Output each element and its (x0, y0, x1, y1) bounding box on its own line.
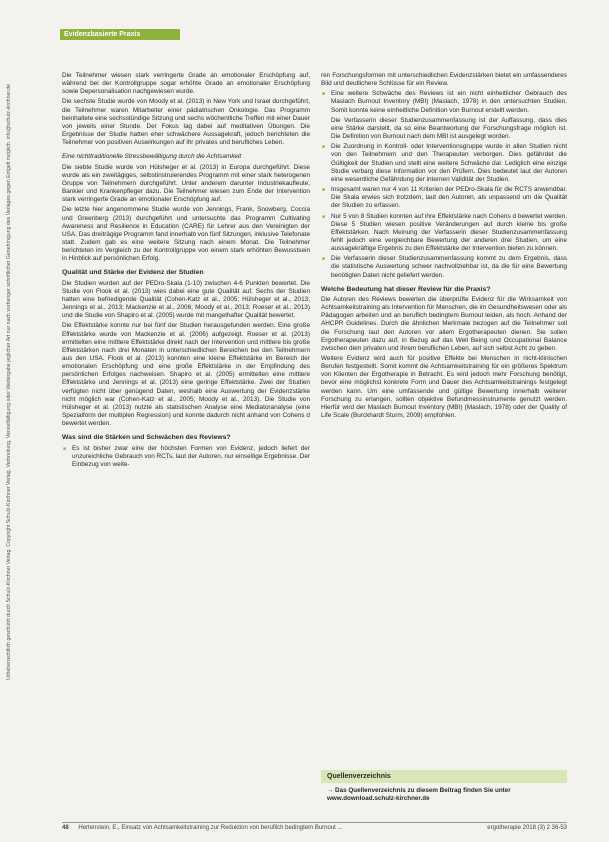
bullet-list (321, 143, 567, 280)
section-header-label: Evidenzbasierte Praxis (64, 31, 141, 38)
footer-journal: ergotherapie 2018 (3) 2 36-53 (487, 825, 567, 831)
left-column (62, 72, 310, 471)
copyright-side-note (6, 40, 18, 680)
sources-title: Quellenverzeichnis (321, 770, 567, 783)
bullet-list (321, 90, 567, 114)
bullet-item: ■ Die Zuordnung in Kontroll- oder Interventionsgruppe wurde in allen Studien nicht von den Teilnehmern und den Therapeuten verborgen. Dies gefährdet die Gültigkeit der Studien und stellt eine weitere Schwäche dar. Lediglich eine einzige Studie verbarg diese Information vor den Prüfern. Dies bedeutet laut der Autoren eine wesentliche Gefährdung der internen Validität der Studien. (331, 143, 567, 184)
paragraph: Die sechste Studie wurde von Moody et al. (2013) in New York und Israel durchgeführt, die Teilnehmer waren Mitarbeiter einer pädiatrischen Onkologie. Das Programm beinhaltete eine sechsstündige Sitzung und sechs wöchentliche Treffen mit einer Dauer von jeweils einer Stunde. Der Fokus lag dabei auf meditativen Übungen. Die Ergebnisse der Studie hatten eher schwächere Aussagekraft, jedoch berichteten die Teilnehmer von positiven Auswirkungen auf ihr privates und berufliches Leben. (62, 98, 310, 147)
paragraph: Die siebte Studie wurde von Hülsheger et al. (2013) in Europa durchgeführt. Diese wurde als ein zweitägiges, selbstinstruierendes Programm mit einer stark heterogenen Gruppe von Teilnehmern durchgeführt. Unter anderem darunter Industriekaufleute, Bankier und Krankenpfleger dazu. Die Teilnehmer wiesen zum Ende der Intervention stark verringerte Grade an emotionaler Erschöpfung auf. (62, 163, 310, 204)
section-heading: Qualität und Stärke der Evidenz der Studien (62, 269, 204, 277)
copyright-text: Urheberrechtlich geschützt durch Schulz-Kirchner Verlag. Copyright Schulz-Kirchner Verlag. Verbreitung, Vervielfältigung oder Weitergabe jeglicher Art nur nach vorheriger schriftlicher Genehmigung des Verlages gegen Entgelt möglich. info@schulz-kirchner.de (6, 84, 12, 680)
section-header-band (60, 29, 180, 40)
section-heading: Was sind die Stärken und Schwächen des Reviews? (62, 434, 231, 442)
paragraph: ren Forschungsformen mit unterschiedlichen Evidenzstärken bietet ein umfassenderes Bild und deutlichere Schlüsse für ein Review. (321, 72, 567, 88)
subheading: Eine nichttraditionelle Stressbewältigung durch die Achtsamkeit (62, 153, 242, 161)
bullet-item: ■ Insgesamt waren nur 4 von 11 Kriterien der PEDro-Skala für die RCTS anwendbar. Die Skala erwies sich trotzdem, laut den Autoren, als unpassend um die Qualität der Studien zu erfassen. (331, 186, 567, 210)
bullet-list (62, 445, 310, 469)
paragraph: Die Studien wurden auf der PEDro-Skala (1-10) zwischen 4-6 Punkten bewertet. Die Studie von Flook et al. (2013) wies dabei eine gute Qualität auf. Sechs der Studien hatten eine befriedigende Qualität (Cohen-Katz et al., 2005; Hülsheger et al., 2013; Jennings et al., 2013; Mackenzie et al., 2006; Moody et al., 2013; Roeser et al., 2013) und die Studie von Shapiro et al. (2005) wurde mit mangelhafter Qualität bewertet. (62, 279, 310, 320)
sources-link-text[interactable]: → Das Quellenverzeichnis zu diesem Beitrag finden Sie unter www.download.schulz-kirchner.de (327, 787, 511, 802)
paragraph: Weitere Evidenz wird auch für positive Effekte bei Menschen in nicht-klinischen Berufen festgestellt. Somit kommt die Achtsamkeitstraining für ein größeres Spektrum von Klienten der Ergotherapie in Betracht. Es wird jedoch mehr Forschung benötigt, bevor eine möglichst konkrete Form und Dauer des Achtsamkeitstrainings festgelegt werden kann. Um eine umfassende und gültige Bewertung innerhalb weiterer Forschung zu erlangen, sollten objektive Befundmessinstrumente genutzt werden. Hierfür wird der Maslach Burnout Inventory (MBI) (Maslach, 1978) oder der Quality of Life Scale (Burckhardt Sturm, 2009) empfohlen. (321, 355, 567, 420)
bullet-item: ■ Eine weitere Schwäche des Reviews ist ein nicht einheitlicher Gebrauch des Maslach Burnout Inventory (MBI) (Maslach, 1978) in den untersuchten Studien. Somit konnte keine einheitliche Definition von Burnout erstellt werden. (331, 90, 567, 114)
paragraph: Die letzte hier angenommene Studie wurde von Jennings, Frank, Snowberg, Coccia und Greenberg (2013) durchgeführt und untersuchte das Programm Cultivating Awareness and Resilience in Education (CARE) für Lehrer aus den Vereinigten der USA. Das dreiträgige Programm fand innerhalb von fünf Sitzungen, inklusive Telefonate statt. Zudem gab es eine weitere Sitzung nach einem Monat. Die Teilnehmer berichteten im Vergleich zu der Kontrollgruppe von einem stark erhöhten Bewusstsein in Hinblick auf persönlichen Erfolg. (62, 206, 310, 263)
right-column (321, 72, 567, 422)
paragraph: Die Teilnehmer wiesen stark verringerte Grade an emotionaler Erschöpfung auf, während bei der Kontrollgruppe sogar erhöhte Grade an emotionaler Erschöpfung sowie Depersonalisation nachgewiesen wurde. (62, 72, 310, 96)
section-heading: Welche Bedeutung hat dieser Review für die Praxis? (321, 285, 491, 293)
paragraph: Die Verfasserin dieser Studienzusammenfassung ist der Auffassung, dass dies eine Stärke darstellt, da so eine Beantwortung der Forschungsfrage möglich ist. Die Definition von Burnout nach dem MBI ist ausgelegt worden. (331, 116, 567, 141)
paragraph: Die Effektstärke konnte nur bei fünf der Studien herausgefunden werden. Eine große Effektstärke wurde von Mackenzie et al. (2006) aufgezeigt. Roeser et al. (2013) ermittelten eine mittlere Effektstärke direkt nach der Intervention und mittlere bis große Effektstärken nach drei Monaten in unterschiedlichen Bereichen bei den Teilnehmern aus den USA. Flook et al. (2013) konnten eine kleine Effektstärke im Bereich der emotionalen Erschöpfung und eine große Effektstärke in der Empfindung des persönlichen Erfolges nachweisen. Shapiro et al. (2005) ermittelten eine mittlere Effektstärke und Jennings et al. (2013) eine geringe Effektstärke. Zwei der Studien verfügten nicht über genügend Daten, weshalb eine Auswertung der Evidenzstärke nicht möglich war (Cohen-Katz et al., 2005; Moody et al., 2013). Die Studie von Hülsheger et al. (2013) nutzte als statistischen Analyse eine Mediatoranalyse (eine Spezialform der multiplen Regression) und konnte dadurch nicht anhand von Cohens d bewertet werden. (62, 322, 310, 428)
sources-box (321, 770, 567, 807)
footer-citation: Hertenstein, E., Einsatz von Achtsamkeitstraining zur Reduktion von beruflich bedingtem Burnout ... (78, 825, 343, 831)
bullet-item: ■ Es ist bisher zwar eine der höchsten Formen von Evidenz, jedoch liefert der unzureichliche Gebrauch von RCTs, laut der Autoren, nur einseitige Ergebnisse. Der Einbezug von weite- (72, 445, 310, 469)
page-number: 48 (62, 825, 69, 831)
bullet-item: ■ Nur 5 von 8 Studien konnten auf ihre Effektstärke nach Cohens d bewertet werden. Diese 5 Studien wiesen positive Veränderungen auf durch kleine bis große Effektstärken. Nach Meinung der Verfasserin dieser Studienzusammenfassung fehlt jedoch eine vergleichbare Bewertung der anderen drei Studien, um eine aussagekräftige Ergebnis zu den Effektstärke der Intervention bieten zu können. (331, 213, 567, 254)
paragraph: Die Autoren des Reviews bewerten die überprüfte Evidenz für die Wirksamkeit von Achtsamkeitstraining als Intervention für Menschen, die im Gesundheitswesen oder als Pädagogen arbeiten und an beruflich bedingtem Burnout leiden, als hoch. Anhand der AHCPR Guidelines. Durch die ähnlichen Merkmale bezogen auf die Teilnehmer soll die Forschung laut den Autoren vor allem Ergotherapeuten dienen. Sie sollen Ergotherapeuten dazu auf, in Bezug auf das Well Being und Occupational Balance zwischen dem privaten und ihrem beruflichen Leben, auf sich selbst Acht zu geben. (321, 295, 567, 352)
bullet-item: ■ Die Verfasserin dieser Studienzusammenfassung kommt zu dem Ergebnis, dass die statistische Auswertung schwer nachvollziehbar ist, da die für eine Bewertung benötigten Daten nicht geliefert werden. (331, 255, 567, 279)
page-footer (62, 822, 567, 831)
